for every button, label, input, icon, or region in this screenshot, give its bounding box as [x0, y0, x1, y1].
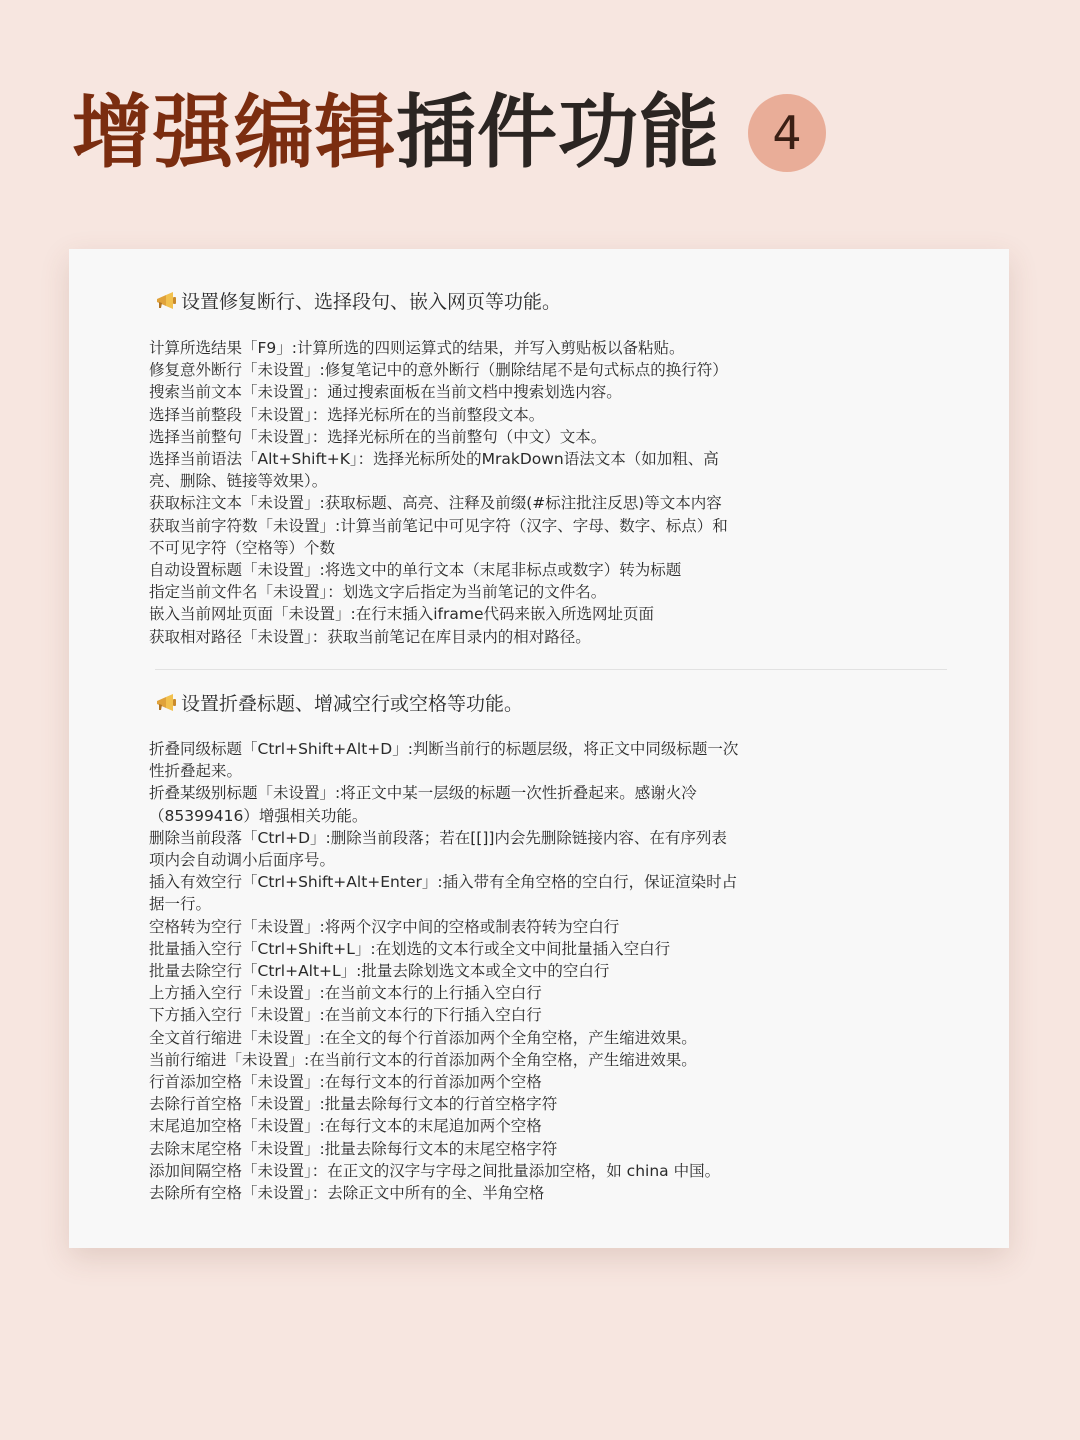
page-header [72, 78, 826, 188]
feature-line: 删除当前段落「Ctrl+D」:删除当前段落；若在[[]]内会先删除链接内容、在有序列表 [149, 828, 727, 847]
feature-line: 嵌入当前网址页面「未设置」:在行末插入iframe代码来嵌入所选网址页面 [149, 605, 654, 624]
feature-line: 上方插入空行「未设置」:在当前文本行的上行插入空白行 [149, 984, 542, 1003]
feature-line: 插入有效空行「Ctrl+Shift+Alt+Enter」:插入带有全角空格的空白行，保证渲染时占 [149, 873, 738, 892]
feature-line: 批量去除空行「Ctrl+Alt+L」:批量去除划选文本或全文中的空白行 [149, 962, 610, 981]
megaphone-icon [155, 693, 177, 713]
feature-line: 不可见字符（空格等）个数 [149, 538, 336, 557]
feature-line: 空格转为空行「未设置」:将两个汉字中间的空格或制表符转为空白行 [149, 917, 620, 936]
feature-line: 去除末尾空格「未设置」:批量去除每行文本的末尾空格字符 [149, 1139, 558, 1158]
feature-line: 全文首行缩进「未设置」:在全文的每个行首添加两个全角空格，产生缩进效果。 [149, 1028, 697, 1047]
feature-line: 去除行首空格「未设置」:批量去除每行文本的行首空格字符 [149, 1095, 558, 1114]
section-heading-1 [155, 287, 561, 314]
feature-line: 据一行。 [149, 895, 212, 914]
feature-line: 亮、删除、链接等效果）。 [149, 472, 328, 491]
content-card [69, 249, 1009, 1248]
feature-line: 选择当前语法「Alt+Shift+K」：选择光标所处的MrakDown语法文本（如加粗、高 [149, 450, 719, 469]
section-1-lines [149, 337, 809, 648]
feature-line: 去除所有空格「未设置」：去除正文中所有的全、半角空格 [149, 1184, 545, 1203]
title-rest: 插件功能 [396, 86, 720, 179]
feature-line: 计算所选结果「F9」:计算所选的四则运算式的结果，并写入剪贴板以备粘贴。 [149, 339, 685, 357]
feature-line: 选择当前整句「未设置」：选择光标所在的当前整句（中文）文本。 [149, 427, 607, 446]
feature-line: 获取相对路径「未设置」：获取当前笔记在库目录内的相对路径。 [149, 627, 591, 646]
section-heading-text: 设置折叠标题、增减空行或空格等功能。 [181, 693, 524, 715]
section-heading-text: 设置修复断行、选择段句、嵌入网页等功能。 [181, 291, 562, 313]
feature-line: 指定当前文件名「未设置」：划选文字后指定为当前笔记的文件名。 [149, 583, 607, 602]
feature-line: 获取当前字符数「未设置」:计算当前笔记中可见字符（汉字、字母、数字、标点）和 [149, 516, 728, 535]
section-2-lines [149, 738, 809, 1204]
section-heading-2 [155, 689, 523, 716]
feature-line: 当前行缩进「未设置」:在当前行文本的行首添加两个全角空格，产生缩进效果。 [149, 1050, 697, 1069]
megaphone-icon [155, 291, 177, 311]
feature-line: （85399416）增强相关功能。 [149, 806, 368, 825]
feature-line: 修复意外断行「未设置」:修复笔记中的意外断行（删除结尾不是句式标点的换行符） [149, 361, 728, 380]
feature-line: 下方插入空行「未设置」:在当前文本行的下行插入空白行 [149, 1006, 542, 1025]
feature-line: 批量插入空行「Ctrl+Shift+L」:在划选的文本行或全文中间批量插入空白行 [149, 939, 671, 958]
feature-line: 折叠同级标题「Ctrl+Shift+Alt+D」:判断当前行的标题层级，将正文中同级标题一次 [149, 740, 739, 758]
feature-line: 行首添加空格「未设置」:在每行文本的行首添加两个空格 [149, 1073, 542, 1092]
page-number-badge: 4 [748, 94, 826, 172]
feature-line: 末尾追加空格「未设置」:在每行文本的末尾追加两个空格 [149, 1117, 542, 1136]
feature-line: 项内会自动调小后面序号。 [149, 851, 336, 870]
title-accent: 增强编辑 [72, 86, 396, 179]
feature-line: 折叠某级别标题「未设置」:将正文中某一层级的标题一次性折叠起来。感谢火冷 [149, 784, 697, 803]
feature-line: 添加间隔空格「未设置」：在正文的汉字与字母之间批量添加空格，如 china 中国。 [149, 1161, 721, 1180]
section-divider [155, 669, 947, 670]
feature-line: 获取标注文本「未设置」:获取标题、高亮、注释及前缀(#标注批注反思)等文本内容 [149, 494, 722, 513]
feature-line: 性折叠起来。 [149, 762, 243, 781]
feature-line: 选择当前整段「未设置」：选择光标所在的当前整段文本。 [149, 405, 545, 424]
feature-line: 搜索当前文本「未设置」：通过搜索面板在当前文档中搜索划选内容。 [149, 383, 622, 402]
feature-line: 自动设置标题「未设置」:将选文中的单行文本（末尾非标点或数字）转为标题 [149, 561, 682, 580]
